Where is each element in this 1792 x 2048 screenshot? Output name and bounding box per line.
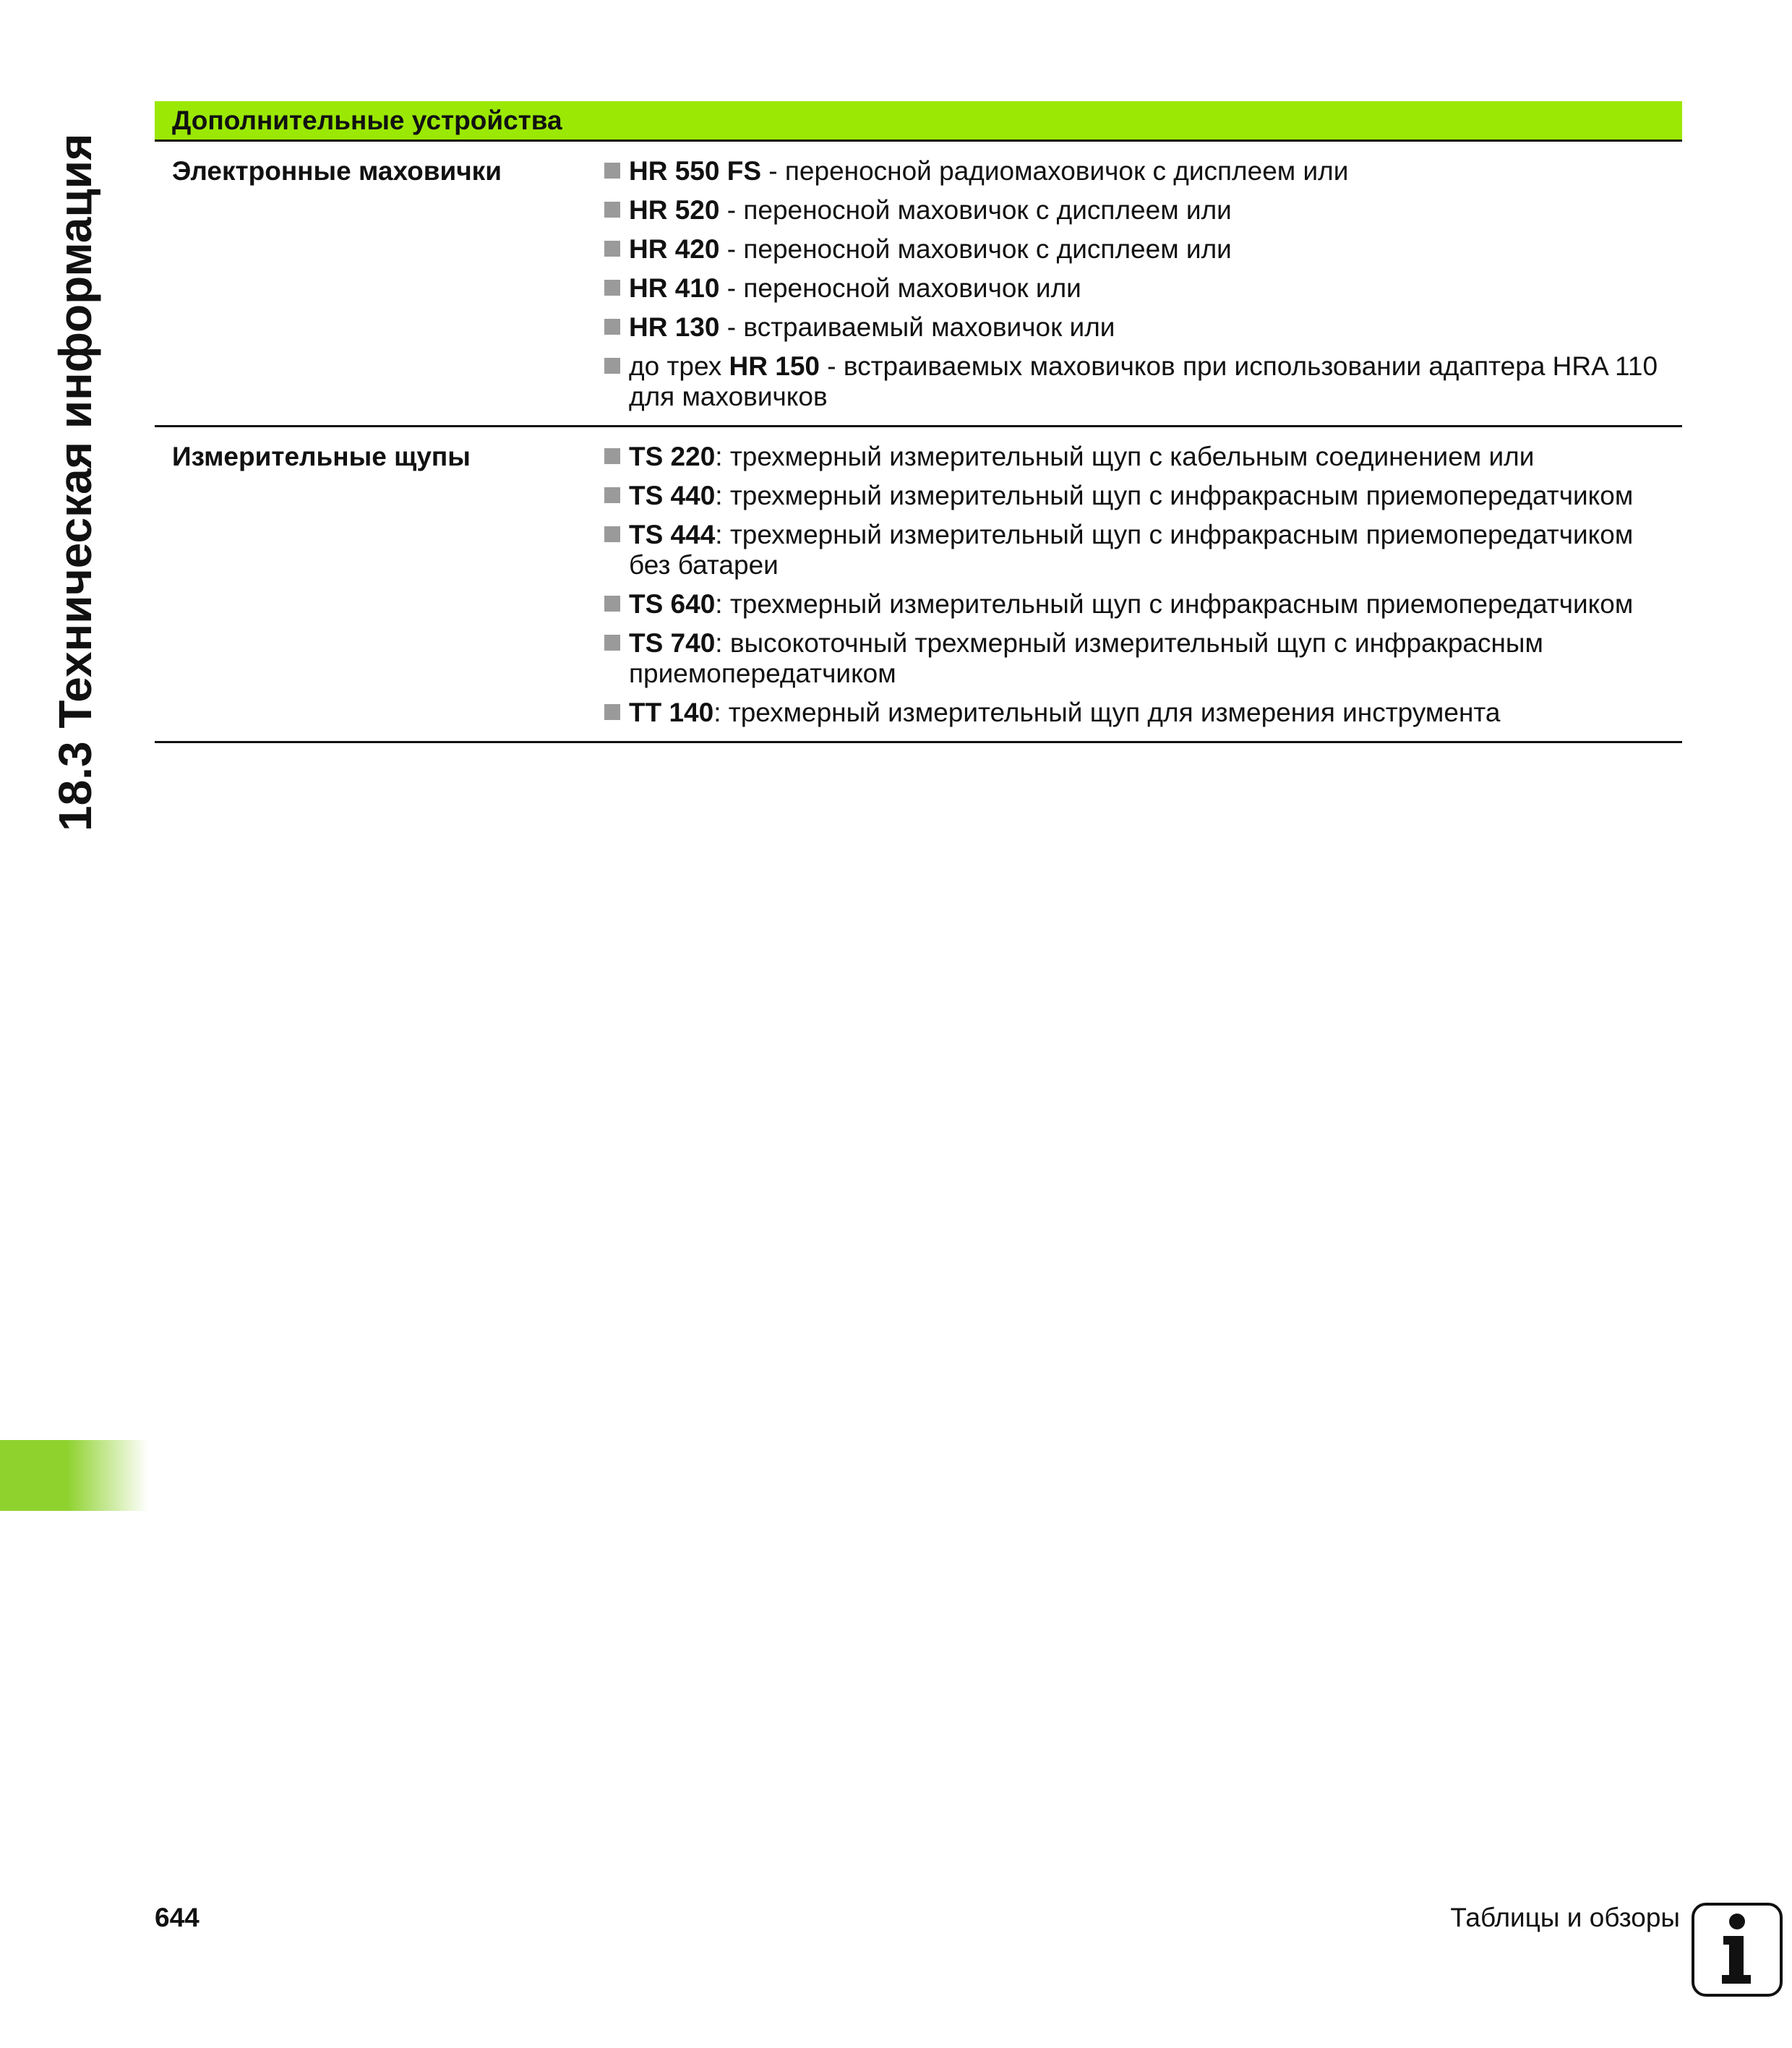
bullet-list xyxy=(603,156,1682,412)
list-item: до трех HR 150 - встраиваемых маховичков при использовании адаптера HRA 110 для маховичков xyxy=(603,351,1668,412)
square-bullet-icon xyxy=(604,448,620,464)
square-bullet-icon xyxy=(604,241,620,257)
list-item: TT 140: трехмерный измерительный щуп для измерения инструмента xyxy=(603,698,1668,728)
list-item: TS 740: высокоточный трехмерный измерительный щуп с инфракрасным приемопередатчиком xyxy=(603,628,1668,689)
chapter-tab-marker xyxy=(0,1440,148,1511)
square-bullet-icon xyxy=(604,635,620,651)
table-header: Дополнительные устройства xyxy=(155,101,1682,142)
list-item: HR 410 - переносной маховичок или xyxy=(603,273,1668,304)
list-item: HR 550 FS - переносной радиомаховичок с дисплеем или xyxy=(603,156,1668,187)
list-item: TS 640: трехмерный измерительный щуп с инфракрасным приемопередатчиком xyxy=(603,589,1668,620)
section-label: Измерительные щупы xyxy=(172,442,471,471)
square-bullet-icon xyxy=(604,280,620,296)
bullet-list xyxy=(603,442,1682,728)
footer-chapter-title: Таблицы и обзоры xyxy=(1450,1903,1680,1932)
list-item: TS 220: трехмерный измерительный щуп с кабельным соединением или xyxy=(603,442,1668,472)
section-handwheels xyxy=(155,142,1682,427)
square-bullet-icon xyxy=(604,319,620,335)
square-bullet-icon xyxy=(604,163,620,179)
list-item: HR 520 - переносной маховичок с дисплеем или xyxy=(603,195,1668,226)
list-item: TS 444: трехмерный измерительный щуп с инфракрасным приемопередатчиком без батареи xyxy=(603,520,1668,580)
list-item: HR 130 - встраиваемый маховичок или xyxy=(603,312,1668,343)
square-bullet-icon xyxy=(604,202,620,218)
list-item: TS 440: трехмерный измерительный щуп с инфракрасным приемопередатчиком xyxy=(603,481,1668,511)
square-bullet-icon xyxy=(604,487,620,503)
square-bullet-icon xyxy=(604,526,620,542)
square-bullet-icon xyxy=(604,704,620,720)
page-number: 644 xyxy=(155,1903,200,1932)
side-chapter-title: 18.3 Техническая информация xyxy=(49,133,101,831)
square-bullet-icon xyxy=(604,358,620,374)
section-label: Электронные маховички xyxy=(172,156,502,186)
section-probes xyxy=(155,427,1682,743)
accessories-table xyxy=(155,101,1682,743)
square-bullet-icon xyxy=(604,596,620,612)
info-icon xyxy=(1692,1903,1783,1997)
list-item: HR 420 - переносной маховичок с дисплеем или xyxy=(603,234,1668,265)
